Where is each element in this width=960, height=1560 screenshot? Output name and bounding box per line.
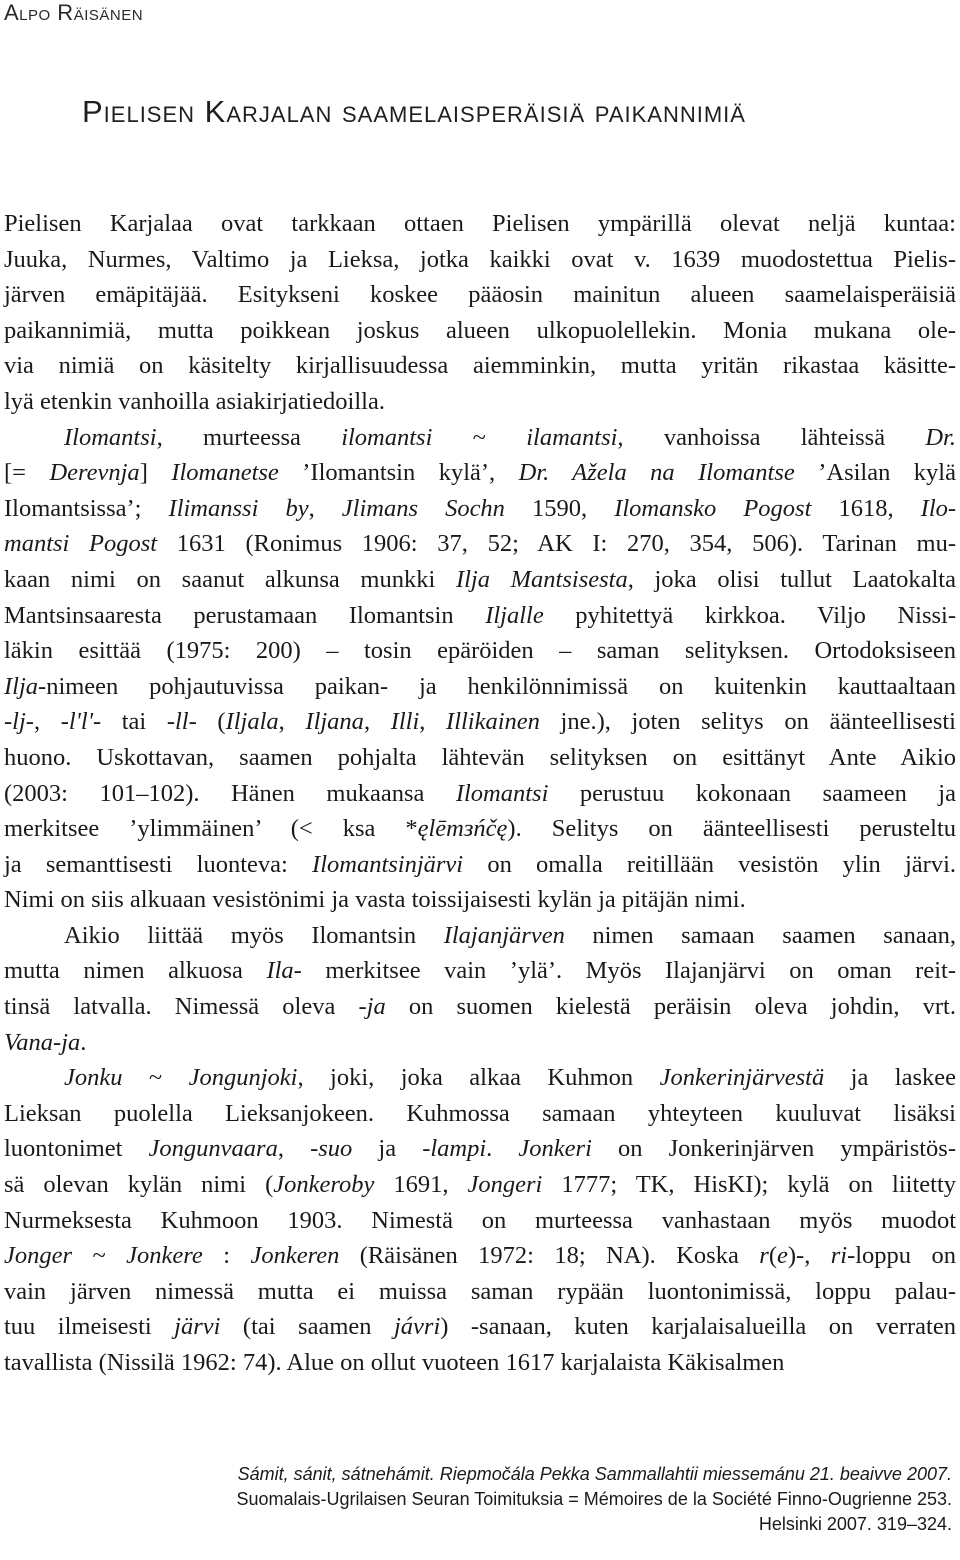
text-line: Nimi on siis alkuaan vesistönimi ja vasta toissijaisesti kylän ja pitäjän nimi.: [4, 886, 746, 914]
text-line: vain järven nimessä mutta ei muissa saman rypään luontonimissä, loppu palau-: [4, 1277, 956, 1305]
text-line: Ilomantsissa’; Ilimanssi by, Jlimans Sochn 1590, Ilomansko Pogost 1618, Ilo-: [4, 494, 957, 522]
footer-series-line: Suomalais-Ugrilaisen Seuran Toimituksia = Mémoires de la Société Finno-Ougrienne 253.: [236, 1489, 952, 1509]
article-title: Pielisen Karjalan saamelaisperäisiä paikannimiä: [82, 94, 746, 129]
text-line: tuu ilmeisesti järvi (tai saamen jávri) -sanaan, kuten karjalaisalueilla on verraten: [4, 1313, 956, 1341]
publication-footer: [236, 1462, 952, 1537]
text-line: Jonku ~ Jongunjoki, joki, joka alkaa Kuhmon Jonkerinjärvestä ja laskee: [64, 1064, 956, 1092]
text-line: tavallista (Nissilä 1962: 74). Alue on ollut vuoteen 1617 karjalaista Käkisalmen: [4, 1349, 785, 1376]
paragraph: [4, 420, 956, 918]
paragraph: [4, 206, 956, 420]
text-line: mantsi Pogost 1631 (Ronimus 1906: 37, 52; AK I: 270, 354, 506). Tarinan mu-: [4, 530, 956, 558]
text-line: järven emäpitäjää. Esitykseni koskee pääosin mainitun alueen saamelaisperäisiä: [4, 281, 956, 309]
text-line: Aikio liittää myös Ilomantsin Ilajanjärven nimen samaan saamen sanaan,: [64, 921, 956, 949]
author-name: Alpo Räisänen: [4, 0, 144, 25]
text-line: lyä etenkin vanhoilla asiakirjatiedoilla.: [4, 387, 385, 415]
text-line: läkin esittää (1975: 200) – tosin epäröiden – saman selityksen. Ortodoksiseen: [4, 637, 956, 665]
footer-place-pages-line: Helsinki 2007. 319–324.: [758, 1514, 952, 1534]
text-line: luontonimet Jongunvaara, -suo ja -lampi. Jonkeri on Jonkerinjärven ympäristös-: [4, 1135, 956, 1163]
text-line: Pielisen Karjalaa ovat tarkkaan ottaen Pielisen ympärillä olevat neljä kuntaa:: [4, 210, 956, 237]
text-line: via nimiä on käsitelty kirjallisuudessa aiemminkin, mutta yritän rikastaa käsitte-: [4, 352, 956, 380]
text-line: Mantsinsaaresta perustamaan Ilomantsin Iljalle pyhitettyä kirkkoa. Viljo Nissi-: [4, 601, 956, 629]
text-line: Vana-ja.: [4, 1028, 87, 1056]
text-line: Nurmeksesta Kuhmoon 1903. Nimestä on murteessa vanhastaan myös muodot: [4, 1206, 956, 1234]
text-line: mutta nimen alkuosa Ila- merkitsee vain ’ylä’. Myös Ilajanjärvi on oman reit-: [4, 957, 956, 985]
text-line: Juuka, Nurmes, Valtimo ja Lieksa, jotka kaikki ovat v. 1639 muodostettua Pielis-: [4, 245, 956, 273]
text-line: (2003: 101–102). Hänen mukaansa Ilomantsi perustuu kokonaan saameen ja: [4, 779, 956, 807]
text-line: tinsä latvalla. Nimessä oleva -ja on suomen kielestä peräisin oleva johdin, vrt.: [4, 993, 956, 1021]
text-line: kaan nimi on saanut alkunsa munkki Ilja Mantsisesta, joka olisi tullut Laatokalta: [4, 565, 956, 593]
text-line: [= Derevnja] Ilomanetse ’Ilomantsin kylä’, Dr. Ažela na Ilomantse ’Asilan kylä: [4, 459, 956, 487]
text-line: Ilomantsi, murteessa ilomantsi ~ ilamantsi, vanhoissa lähteissä Dr.: [64, 423, 956, 451]
text-line: paikannimiä, mutta poikkean joskus alueen ulkopuolellekin. Monia mukana ole-: [4, 316, 956, 344]
text-line: merkitsee ’ylimmäinen’ (< ksa *ęlēmзńčę). Selitys on äänteellisesti perusteltu: [4, 815, 956, 843]
article-body: [4, 206, 956, 1381]
paragraph: [4, 1060, 956, 1380]
footer-festschrift-line: Sámit, sánit, sátnehámit. Riepmočála Pekka Sammallahtii miessemánu 21. beaivve 2007.: [237, 1464, 952, 1484]
paragraph: [4, 918, 956, 1060]
text-line: huono. Uskottavan, saamen pohjalta lähtevän selityksen on esittänyt Ante Aikio: [4, 743, 956, 771]
text-line: Ilja-nimeen pohjautuvissa paikan- ja henkilönnimissä on kuitenkin kauttaaltaan: [4, 672, 956, 700]
text-line: sä olevan kylän nimi (Jonkeroby 1691, Jongeri 1777; TK, HisKI); kylä on liitetty: [4, 1171, 956, 1199]
text-line: Lieksan puolella Lieksanjokeen. Kuhmossa samaan yhteyteen kuuluvat lisäksi: [4, 1099, 956, 1127]
text-line: ja semanttisesti luonteva: Ilomantsinjärvi on omalla reitillään vesistön ylin järvi.: [4, 850, 957, 878]
text-line: -lj-, -l'l'- tai -ll- (Iljala, Iljana, Illi, Illikainen jne.), joten selitys on äänteellisesti: [4, 708, 956, 736]
text-line: Jonger ~ Jonkere : Jonkeren (Räisänen 1972: 18; NA). Koska r(e)-, ri-loppu on: [4, 1242, 956, 1270]
